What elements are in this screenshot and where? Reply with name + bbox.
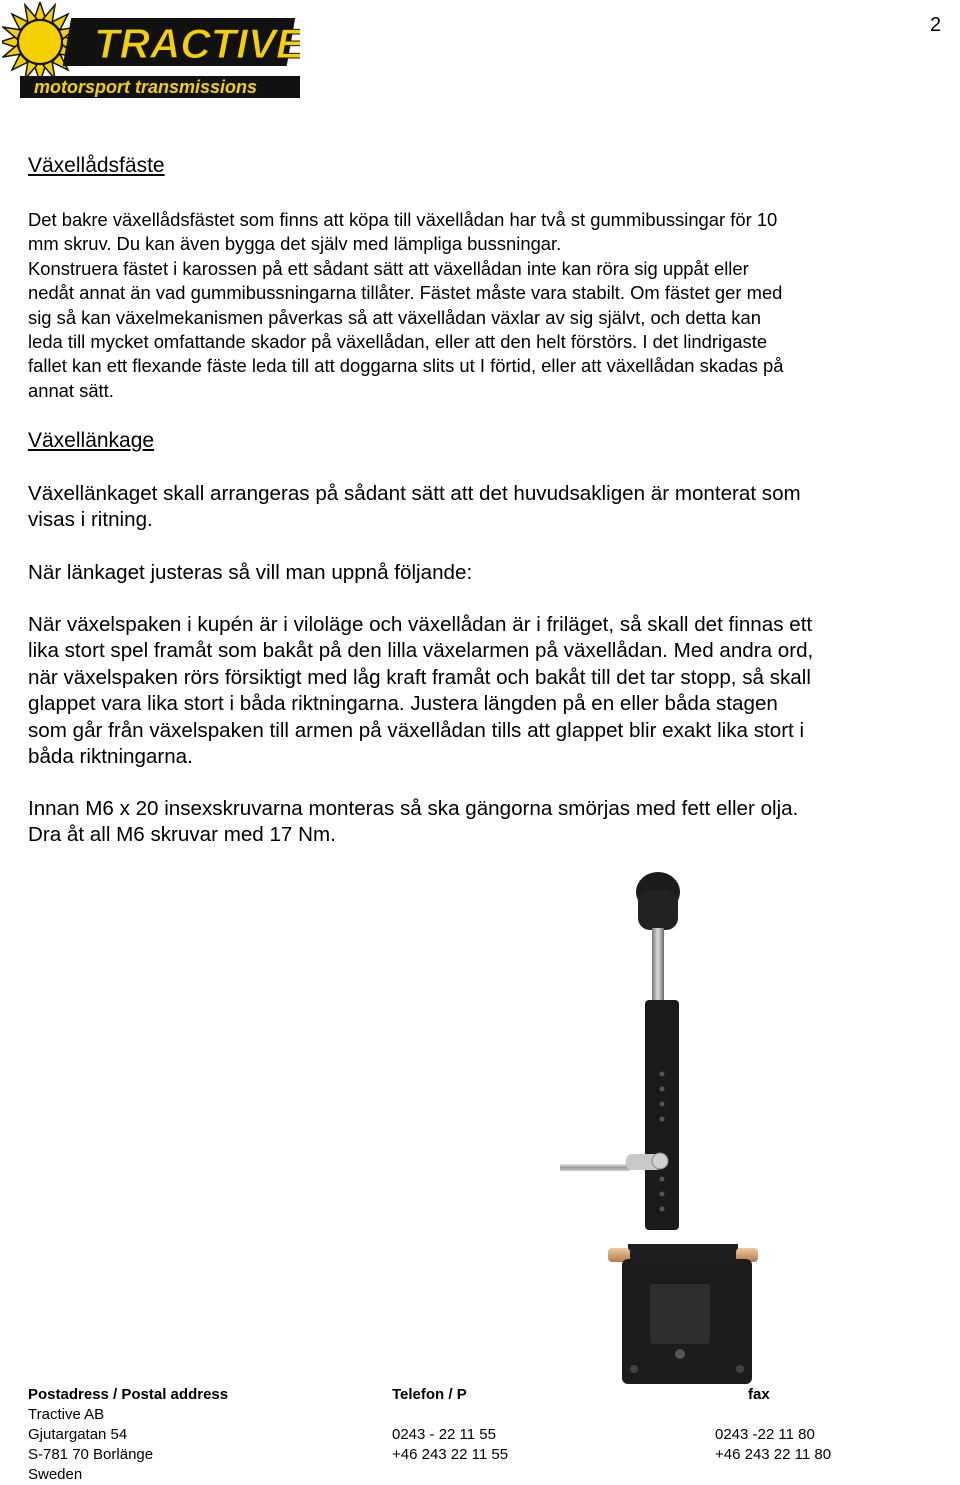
footer-line (715, 1405, 831, 1425)
text-line: När växelspaken i kupén är i viloläge och växellådan är i friläget, så skall det finnas ett (28, 613, 813, 636)
footer-postal-address (28, 1385, 228, 1485)
footer-line: Tractive AB (28, 1406, 105, 1423)
text-line: Konstruera fästet i karossen på ett sådant sätt att växellådan inte kan röra sig uppåt eller (28, 257, 749, 279)
text-line: nedåt annat än vad gummibussningarna tillåter. Fästet måste vara stabilt. Om fästet ger med (28, 282, 783, 304)
paragraph-adjustment-intro (28, 560, 908, 586)
svg-text:motorsport transmissions: motorsport transmissions (34, 77, 258, 97)
section-heading-vaxellankage: Växellänkage (28, 429, 155, 452)
text-line: Det bakre växellådsfästet som finns att köpa till växellådan har två st gummibussingar för 10 (28, 209, 778, 230)
footer-line: 0243 -22 11 80 (715, 1426, 815, 1443)
tractive-logo (2, 2, 300, 100)
text-line: glappet vara lika stort i båda riktningarna. Justera längden på en eller båda stagen (28, 692, 778, 716)
footer-header: Telefon / P (392, 1386, 467, 1403)
text-line: annat sätt. (28, 379, 114, 401)
footer-line: S-781 70 Borlänge (28, 1446, 154, 1463)
section-heading-vaxelladsfaste: Växellådsfäste (28, 154, 165, 177)
footer-line: +46 243 22 11 80 (715, 1446, 832, 1463)
text-line: som går från växelspaken till armen på växellådan tills att glappet blir exakt lika stort i (28, 718, 805, 742)
paragraph-vaxelladsfaste (28, 208, 908, 403)
svg-text:TRACTIVE: TRACTIVE (94, 20, 300, 67)
paragraph-adjustment-details (28, 612, 908, 770)
footer-telephone (392, 1385, 508, 1465)
footer-line: Gjutargatan 54 (28, 1426, 128, 1443)
text-line: båda riktningarna. (28, 745, 193, 769)
footer-line: +46 243 22 11 55 (392, 1446, 509, 1463)
text-line: mm skruv. Du kan även bygga det själv med lämpliga bussningar. (28, 233, 562, 255)
text-line: Växellänkaget skall arrangeras på sådant sätt att det huvudsakligen är monterat som (28, 482, 801, 505)
footer-fax (715, 1405, 831, 1465)
page-number: 2 (930, 14, 942, 36)
gear-shifter-photo (560, 864, 800, 1394)
text-line: visas i ritning. (28, 508, 153, 532)
text-line: fallet kan ett flexande fäste leda till att doggarna slits ut I förtid, eller att växellådan skadas på (28, 355, 784, 377)
sun-icon (2, 2, 300, 100)
footer-header: Postadress / Postal address (28, 1386, 229, 1403)
footer-fax-header (748, 1385, 770, 1405)
text-line: Dra åt all M6 skruvar med 17 Nm. (28, 823, 336, 847)
paragraph-arrangement (28, 481, 908, 534)
paragraph-torque (28, 796, 908, 849)
footer-line: Sweden (28, 1466, 83, 1483)
text-line: Innan M6 x 20 insexskruvarna monteras så ska gängorna smörjas med fett eller olja. (28, 797, 799, 820)
text-line: När länkaget justeras så vill man uppnå följande: (28, 561, 473, 584)
text-line: sig så kan växelmekanismen påverkas så att växellådan växlar av sig självt, och detta kan (28, 306, 761, 328)
text-line: när växelspaken rörs försiktigt med låg kraft framåt och bakåt till det tar stopp, så skall (28, 665, 811, 689)
text-line: lika stort spel framåt som bakåt på den lilla växelarmen på växellådan. Med andra ord, (28, 639, 814, 663)
text-line: leda till mycket omfattande skador på växellådan, eller att den helt förstörs. I det lindrigaste (28, 331, 768, 353)
footer-header: fax (748, 1386, 770, 1403)
footer-line: 0243 - 22 11 55 (392, 1426, 496, 1443)
footer-line (392, 1405, 508, 1425)
